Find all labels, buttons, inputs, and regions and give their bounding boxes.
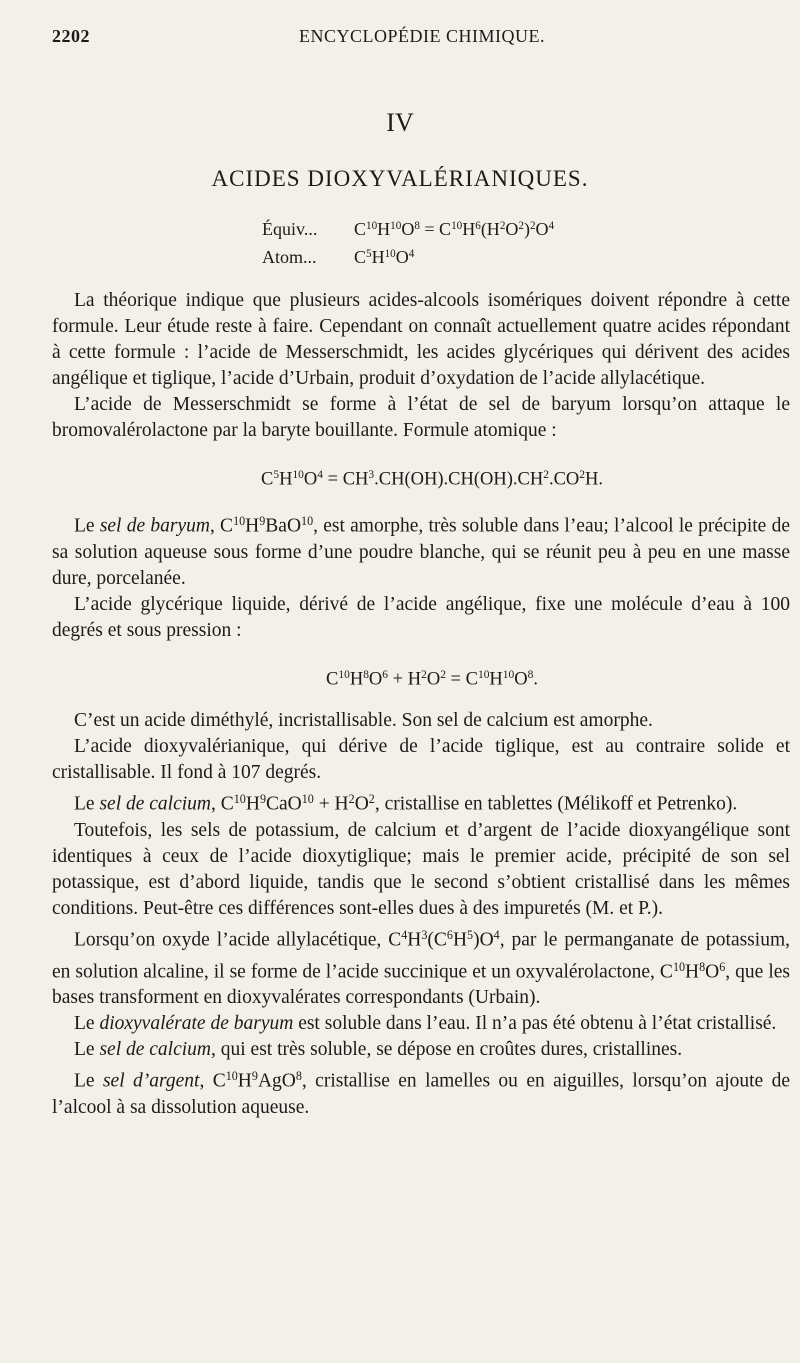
formula-text: C: [326, 669, 339, 690]
formula-exponent: 10: [233, 514, 246, 529]
italic-term: sel de calcium: [99, 1039, 211, 1061]
section-number: IV: [386, 108, 414, 137]
formula-exponent: 3: [421, 927, 428, 942]
text-run: , C: [199, 1070, 226, 1092]
formula-exponent: 2: [518, 220, 524, 232]
formula-exponent: 3: [368, 469, 375, 481]
equivalent-formula: [262, 214, 554, 242]
paragraph-dioxyvalerate: [52, 1011, 790, 1037]
text-run: Le: [74, 1013, 100, 1035]
running-head: ENCYCLOPÉDIE CHIMIQUE.: [299, 26, 545, 46]
formula-exponent: 2: [368, 792, 375, 807]
formula-text: H: [279, 469, 293, 490]
text-run: H: [237, 1070, 252, 1092]
formula-exponent: 9: [259, 514, 266, 529]
formula-exponent: 5: [366, 248, 372, 261]
formula-exponent: 6: [719, 959, 726, 974]
text-run: Le: [74, 793, 100, 815]
formula-text: H: [377, 219, 391, 240]
text-run: (C: [427, 929, 447, 951]
formula-exponent: 2: [421, 668, 427, 681]
formula-exponent: 2: [440, 668, 446, 681]
formula-exponent: 8: [363, 668, 369, 681]
formula-text: H: [349, 669, 364, 690]
formula-text: H: [489, 669, 503, 690]
formula-exponent: 8: [414, 220, 420, 232]
formula-text: = CH: [323, 469, 369, 490]
formula-exponent: 10: [338, 668, 350, 681]
text-run: AgO: [257, 1070, 296, 1092]
page-header: [52, 26, 792, 50]
formula-text: .: [533, 669, 538, 690]
text-run: , cristallise en tablettes (Mélikoff et Petrenko).: [374, 793, 738, 815]
formula-exponent: 2: [579, 469, 585, 481]
formula-text: O: [426, 669, 441, 690]
formula-exponent: 10: [477, 668, 490, 681]
formula-exponent: 6: [446, 927, 453, 942]
text-run: Le: [74, 1070, 103, 1092]
formula-text: H.: [585, 469, 603, 490]
text-run: Lorsqu’on oxyde l’acide allylacétique, C: [74, 929, 402, 951]
formula-text: = C: [419, 219, 452, 240]
formula-exponent: 10: [301, 514, 314, 529]
formula-text: O: [303, 469, 318, 490]
text-run: BaO: [265, 515, 302, 537]
text-run: , cristallise en lamelles ou en aiguilles, lorsqu’on ajoute de l’alcool à sa dissolution aqueuse.: [52, 1070, 790, 1118]
formula-exponent: 2: [499, 220, 506, 232]
text-run: H: [245, 793, 260, 815]
paragraph-calcium-salt-2: [52, 1037, 790, 1063]
formula-exponent: 10: [301, 792, 314, 807]
italic-term: sel d’argent: [102, 1070, 200, 1092]
text-run: , C: [211, 793, 234, 815]
text-run: + H: [313, 793, 349, 815]
page-number: 2202: [52, 26, 90, 46]
paragraph-dimethyl: C’est un acide diméthylé, incristallisable. Son sel de calcium est amorphe.: [74, 710, 653, 732]
text-run: , est amorphe, très soluble dans l’eau; l’alcool le précipite de sa solution aqueuse sous forme d’une poudre blanche, qui se réunit peu à peu en une masse dure, porcelanée.: [52, 515, 790, 589]
formula-exponent: 4: [548, 220, 555, 232]
formula-exponent: 9: [259, 792, 266, 807]
text-run: H: [452, 929, 468, 951]
formula-text: H: [371, 247, 385, 268]
formula-text: C: [354, 247, 367, 268]
formula-text: .CH(OH).CH(OH).CH: [374, 469, 544, 490]
formula-text: C: [260, 469, 274, 490]
formula-text: O: [401, 219, 415, 240]
section-title: ACIDES DIOXYVALÉRIANIQUES.: [211, 166, 589, 191]
formula-exponent: 10: [451, 220, 463, 232]
formula-text: C: [354, 219, 367, 240]
formula-text: O: [505, 219, 519, 240]
formula-exponent: 2: [543, 469, 549, 481]
formula-text: H: [462, 219, 476, 240]
text-run: , qui est très soluble, se dépose en croûtes dures, cristallines.: [211, 1039, 683, 1061]
body-text: [52, 288, 790, 1121]
text-run: , que les bases transforment en dioxyvalérates correspondants (Urbain).: [52, 961, 790, 1009]
text-run: Le: [74, 515, 100, 537]
paragraph-baryum-salt: [52, 508, 790, 592]
formula-exponent: 10: [292, 469, 304, 481]
formula-exponent: 4: [317, 469, 324, 481]
formula-text: ): [523, 219, 530, 240]
text-run: , C: [209, 515, 234, 537]
formula-exponent: 9: [251, 1069, 258, 1084]
text-run: CaO: [265, 793, 302, 815]
formula-text: O: [395, 247, 409, 268]
text-run: H: [685, 961, 700, 983]
paragraph-impurities: Toutefois, les sels de potassium, de calcium et d’argent de l’acide dioxyangélique sont identiques à ceux de l’acide dioxytiglique; mais le premier acide, précipité de son sel potassique, est d’abord liquide, tandis que le second s’obtient cristallisé dans les mêmes conditions. Peut-être ces différences sont-elles dues à des impuretés (M. et P.).: [52, 819, 790, 919]
paragraph-messerschmidt: L’acide de Messerschmidt se forme à l’état de sel de baryum lorsqu’on attaque le bromovalérolactone par la baryte bouillante. Formule atomique :: [52, 394, 790, 441]
equation-hydration: [52, 662, 790, 692]
formula-exponent: 10: [390, 220, 402, 232]
formula-text: (H: [480, 219, 500, 240]
italic-term: sel de calcium: [99, 793, 211, 815]
formula-block: [262, 214, 554, 270]
paragraph-intro: La théorique indique que plusieurs acides-alcools isomériques doivent répondre à cette formule. Leur étude reste à faire. Cependant on connaît actuellement quatre acides répondant à cette formule : l’acide de Messerschmidt, les acides glycériques qui dérivent des acides angélique et tiglique, l’acide d’Urbain, produit d’oxydation de l’acide allylacétique.: [52, 290, 790, 389]
paragraph-calcium-salt: [52, 786, 790, 818]
formula-exponent: 8: [699, 959, 706, 974]
equation-atomic-formula: [52, 462, 790, 492]
atomic-formula: [262, 242, 554, 270]
formula-exponent: 6: [475, 220, 481, 232]
formula-exponent: 4: [493, 927, 500, 942]
formula-exponent: 5: [273, 469, 280, 481]
text-run: O: [705, 961, 720, 983]
paragraph-tiglic-acid: L’acide dioxyvalérianique, qui dérive de l’acide tiglique, est au contraire solide et cristallisable. Il fond à 107 degrés.: [52, 736, 790, 784]
italic-term: dioxyvalérate de baryum: [99, 1013, 294, 1035]
formula-exponent: 8: [527, 668, 534, 681]
formula-text: O: [535, 219, 549, 240]
formula-exponent: 2: [529, 220, 536, 232]
text-run: est soluble dans l’eau. Il n’a pas été obtenu à l’état cristallisé.: [293, 1013, 777, 1035]
text-run: , par le permanganate de potassium, en solution alcaline, il se forme de l’acide succinique et un oxyvalérolactone, C: [52, 929, 790, 983]
paragraph-glyceric-acid: L’acide glycérique liquide, dérivé de l’acide angélique, fixe une molécule d’eau à 100 degrés et sous pression :: [52, 593, 790, 641]
formula-exponent: 6: [382, 668, 389, 681]
formula-exponent: 4: [408, 248, 415, 261]
text-run: Le: [74, 1039, 100, 1061]
formula-exponent: 10: [384, 248, 396, 261]
formula-exponent: 2: [348, 792, 355, 807]
atom-label: Atom...: [262, 247, 317, 268]
formula-text: .CO: [548, 469, 580, 490]
formula-text: = C: [445, 669, 478, 690]
text-run: )O: [473, 929, 494, 951]
italic-term: sel de baryum: [99, 515, 210, 537]
formula-exponent: 5: [467, 927, 474, 942]
formula-exponent: 8: [295, 1069, 302, 1084]
formula-exponent: 4: [401, 927, 408, 942]
paragraph-silver-salt: [52, 1063, 790, 1121]
formula-text: + H: [388, 669, 422, 690]
formula-exponent: 10: [225, 1069, 238, 1084]
formula-exponent: 10: [672, 959, 686, 974]
formula-exponent: 10: [502, 668, 515, 681]
text-run: H: [407, 929, 422, 951]
paragraph-allylacetic-oxidation: [52, 922, 790, 1011]
formula-exponent: 10: [233, 792, 246, 807]
text-run: H: [245, 515, 260, 537]
formula-exponent: 10: [366, 220, 378, 232]
equiv-label: Équiv...: [262, 219, 318, 240]
formula-text: O: [514, 669, 528, 690]
formula-text: O: [368, 669, 383, 690]
text-run: O: [354, 793, 369, 815]
